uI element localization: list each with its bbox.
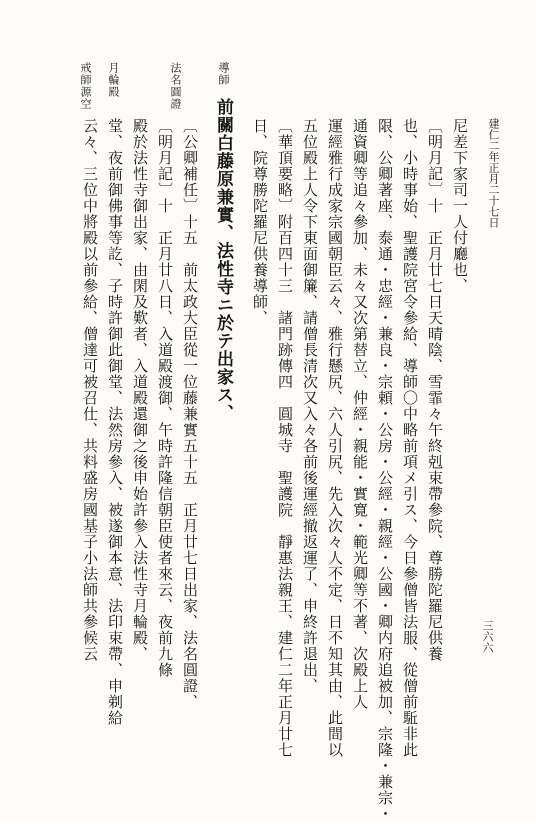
text-column-12: 〔明月記〕十 正月廿八日、入道殿渡御、午時許隆信朝臣使者來云、夜前九條 xyxy=(156,118,174,678)
role-label-1: 導師 xyxy=(217,62,230,86)
text-column-14: 堂、夜前御佛事等訖、子時許御此御堂、法然房參入、被遂御本意、法印束帶、申剃給 xyxy=(106,118,124,726)
running-header-date: 建仁二年正月二十七日 xyxy=(487,118,500,228)
role-label-2: 法名圓證 xyxy=(169,62,182,110)
page-number: 三六六 xyxy=(481,620,494,653)
section-heading: 前關白藤原兼實、法性寺ニ於テ出家ス、 xyxy=(213,98,233,422)
text-column-3: 也、小時事始、聖護院宮令參給、導師〇中略前項メ引ス、今日參僧皆法服、從僧前駈非此 xyxy=(401,118,419,758)
text-column-15: 云々、三位中將殿以前參給、僧達可被召仕、共料盛房國基子小法師共參候云 xyxy=(81,118,99,662)
text-column-5: 通資卿等追々參加、未々又次第替立、仲經・親能・實寛・範光卿等不著、次殿上人 xyxy=(351,118,369,710)
text-column-4: 限、公卿著座、泰通・忠經・兼良・宗頼・公房・公經・親經・公國・卿内府追被加、宗隆・兼宗・ xyxy=(376,118,394,822)
text-column-11: 〔公卿補任〕十五 前太政大臣從一位藤兼實五十五 正月廿七日出家、法名圓證、 xyxy=(181,118,199,710)
role-label-4: 戒師源空 xyxy=(79,62,92,110)
text-column-6: 運經雅行成家宗國朝臣云々、雅行懸尻、六人引尻、先入次々人不定、日不知其由、此間以 xyxy=(326,118,344,758)
text-column-1: 尼差下家司一人付廳也、 xyxy=(451,118,469,294)
text-column-13: 殿於法性寺御出家、由閑及歎者、入道殿還御之後申始許參入法性寺月輪殿、 xyxy=(131,118,149,662)
role-label-3: 月輪殿 xyxy=(107,62,120,98)
text-column-7: 五位殿上人令下東面御簾、請僧長清次又入々各前後運經撤返運了、申終許退出、 xyxy=(301,118,319,694)
text-column-9: 日、院尊勝陀羅尼供養導師、 xyxy=(251,118,269,326)
text-column-2: 〔明月記〕十 正月廿七日天晴陰、雪霏々午終剋束帶參院、尊勝陀羅尼供養 xyxy=(426,118,444,662)
text-column-8: 〔華頂要略〕附百四十三 諸門跡傳四 圓城寺 聖護院 靜惠法親王、建仁二年正月廿七 xyxy=(276,118,294,758)
